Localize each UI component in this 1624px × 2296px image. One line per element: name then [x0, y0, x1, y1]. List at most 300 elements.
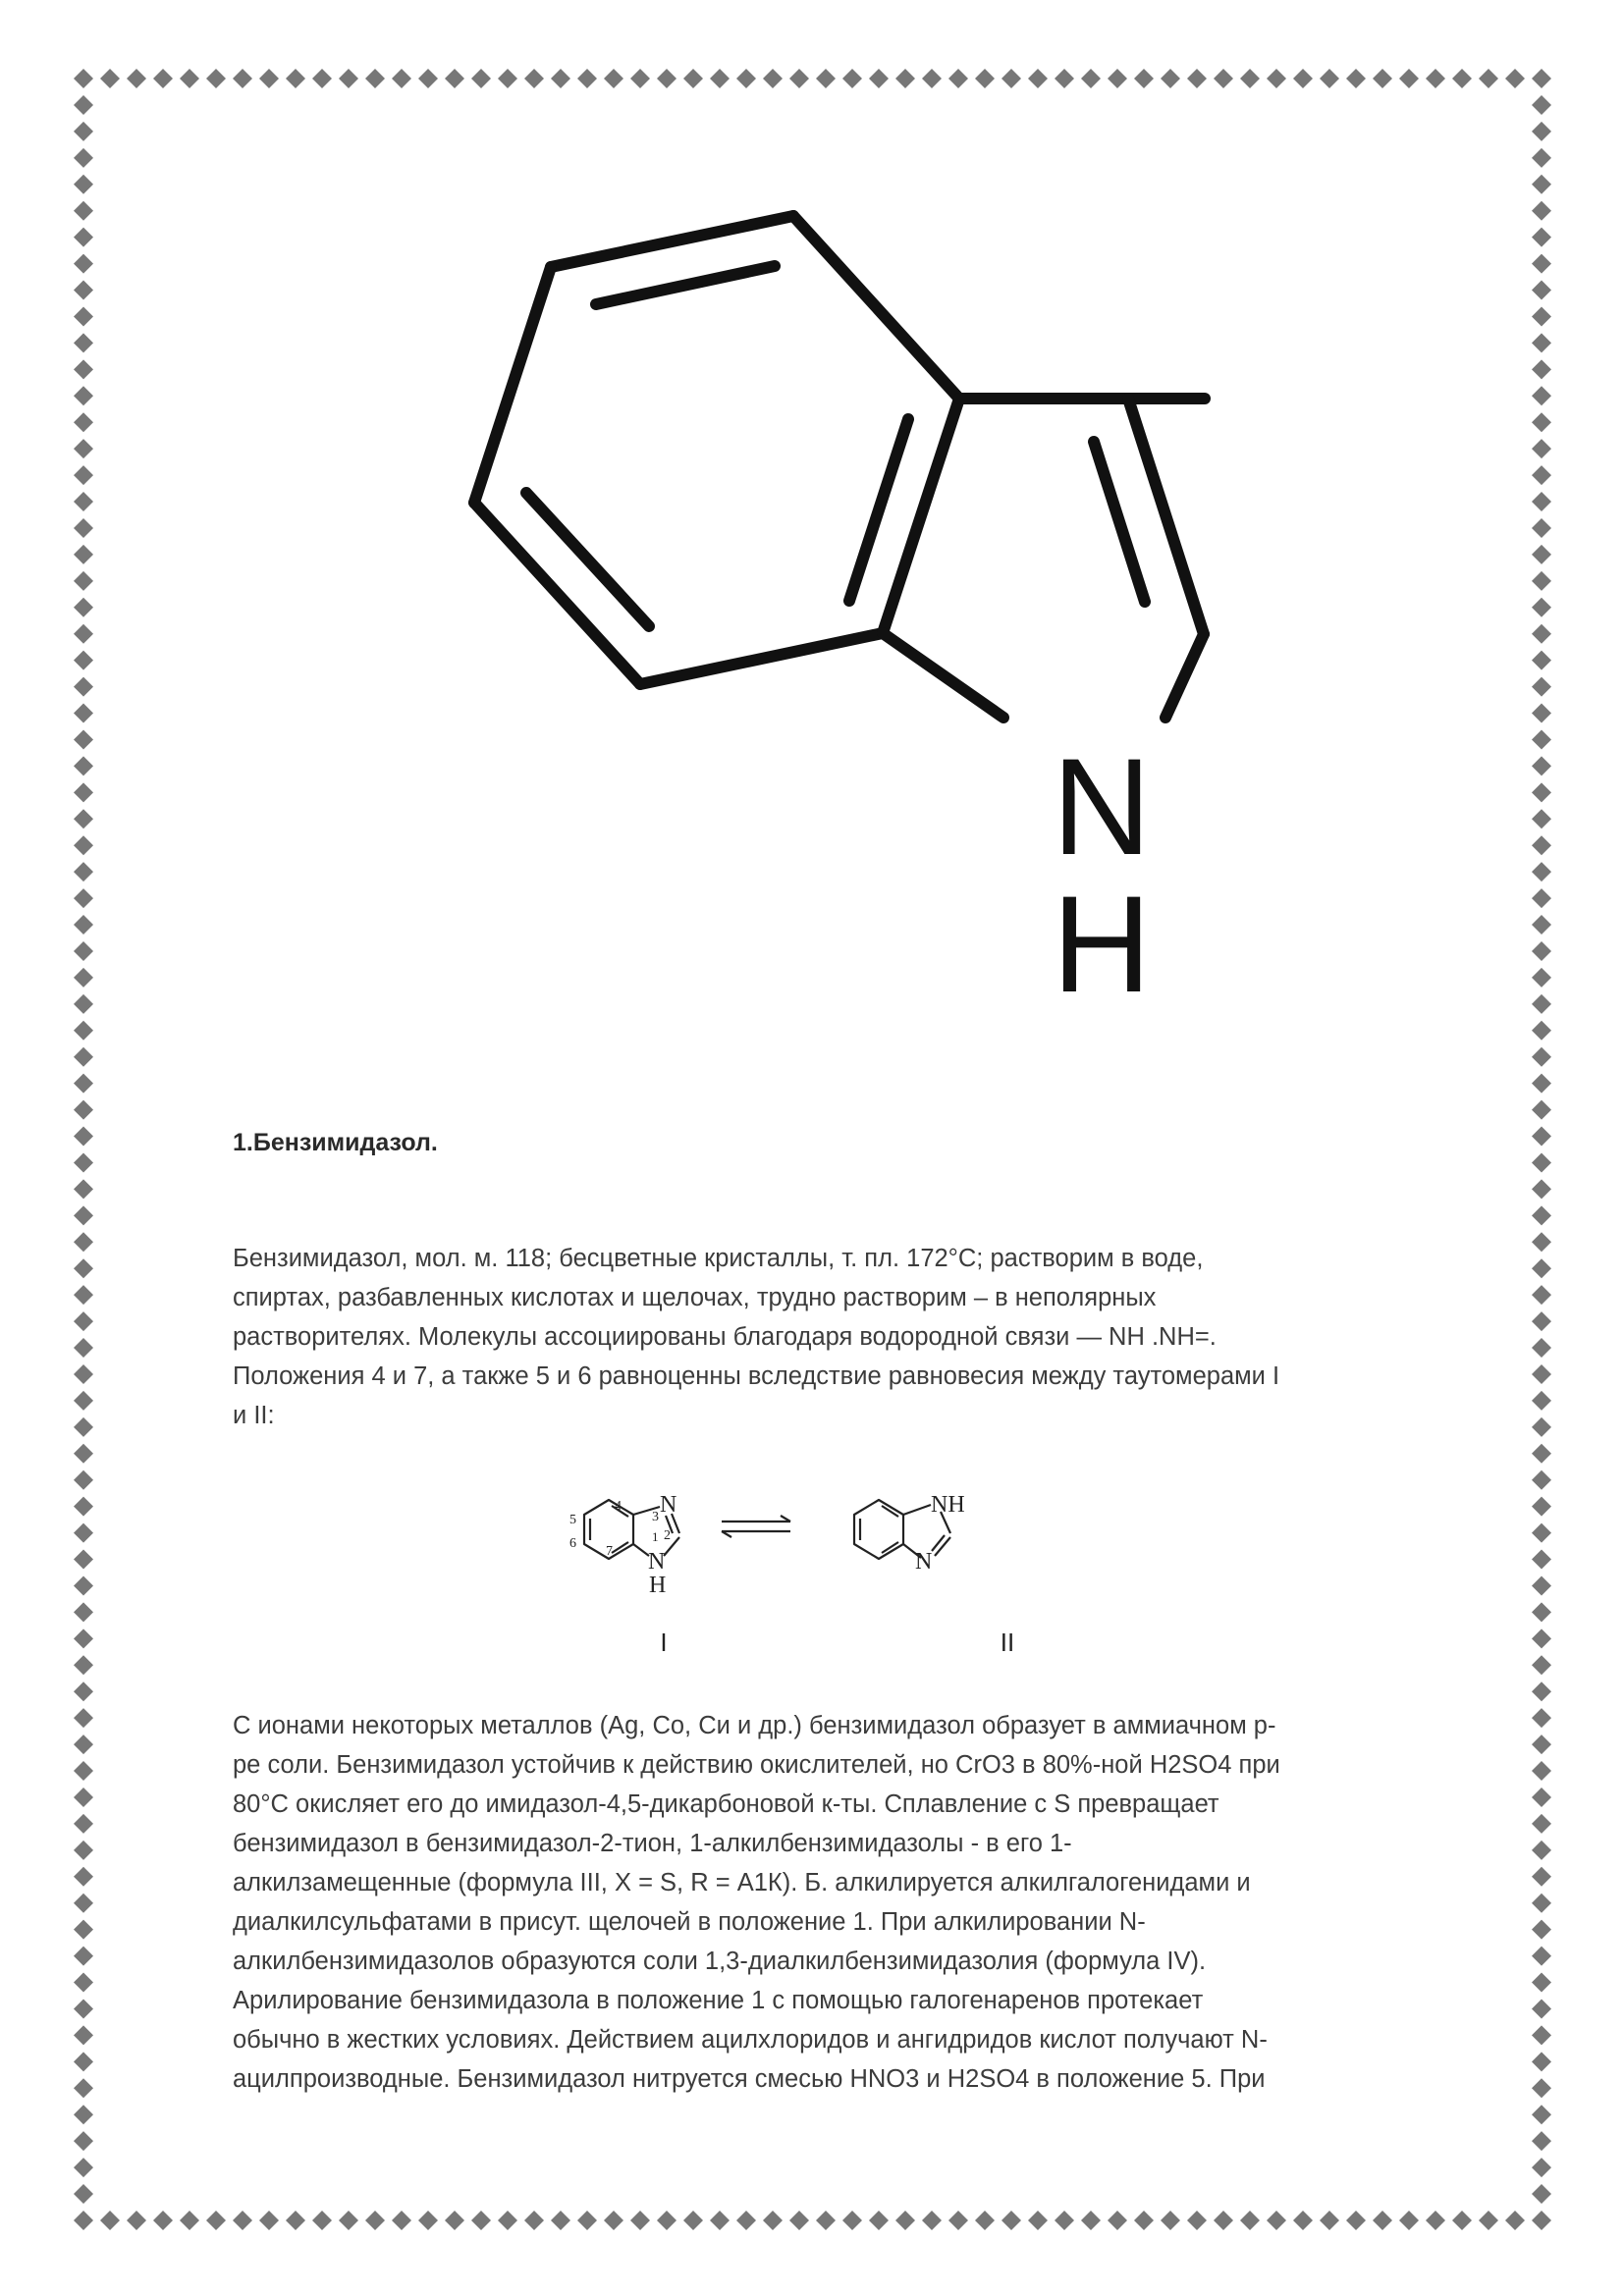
border-diamond [1214, 69, 1233, 88]
border-diamond [233, 69, 252, 88]
atom-n3: N [660, 1492, 677, 1518]
benzene-ring-right [854, 1500, 903, 1559]
border-diamond [74, 306, 93, 326]
border-diamond [74, 1232, 93, 1252]
border-diamond [74, 571, 93, 591]
border-diamond [1426, 69, 1445, 88]
border-diamond [74, 1947, 93, 1966]
border-diamond [1373, 2211, 1392, 2230]
border-diamond [74, 994, 93, 1014]
text-line: алкилбензимидазолов образуются соли 1,3-диалкилбензимидазолия (формула IV). [233, 1948, 1207, 1975]
border-diamond [1532, 1999, 1551, 2018]
border-diamond [74, 782, 93, 802]
border-diamond [1532, 1497, 1551, 1517]
border-diamond [74, 1047, 93, 1067]
text-line: растворителях. Молекулы ассоциированы благодаря водородной связи — NH .NH=. [233, 1323, 1217, 1351]
border-diamond [1081, 2211, 1101, 2230]
tautomer-equilibrium-figure [550, 1472, 1159, 1669]
double-bond-inner [1094, 442, 1145, 602]
border-diamond [1532, 729, 1551, 749]
border-diamond [895, 2211, 915, 2230]
border-diamond [74, 1550, 93, 1570]
bond [474, 267, 551, 503]
text-line: ацилпроизводные. Бензимидазол нитруется смесью HNO3 и H2SO4 в положение 5. При [233, 2065, 1266, 2093]
atom-n: N [915, 1549, 933, 1575]
border-diamond [1532, 1867, 1551, 1887]
bond [903, 1505, 931, 1515]
border-diamond [1532, 941, 1551, 961]
border-diamond [1532, 1364, 1551, 1384]
border-diamond [869, 2211, 889, 2230]
border-diamond [869, 69, 889, 88]
border-diamond [1532, 1417, 1551, 1437]
position-1: 1 [652, 1529, 659, 1544]
border-diamond [74, 95, 93, 115]
border-diamond [1532, 1602, 1551, 1622]
border-diamond [1399, 2211, 1419, 2230]
border-diamond [1532, 2131, 1551, 2151]
bond [633, 1544, 649, 1556]
border-diamond [1532, 1841, 1551, 1860]
border-diamond [736, 2211, 756, 2230]
border-diamond [127, 2211, 146, 2230]
position-2: 2 [664, 1528, 671, 1543]
border-diamond [153, 69, 173, 88]
border-diamond [1532, 1735, 1551, 1754]
border-diamond [1532, 994, 1551, 1014]
border-diamond [1532, 1894, 1551, 1913]
border-diamond [74, 439, 93, 458]
border-diamond [1532, 571, 1551, 591]
indole-h-label: H [1052, 867, 1152, 1021]
border-diamond [74, 1391, 93, 1411]
border-diamond [1532, 1920, 1551, 1940]
border-diamond [74, 1417, 93, 1437]
border-diamond [1532, 2052, 1551, 2071]
section-heading: 1.Бензимидазол. [233, 1129, 438, 1156]
border-diamond [948, 2211, 968, 2230]
text-line: Бензимидазол, мол. м. 118; бесцветные кристаллы, т. пл. 172°С; растворим в воде, [233, 1245, 1204, 1272]
border-diamond [1532, 888, 1551, 908]
border-diamond [1134, 69, 1154, 88]
border-diamond [1028, 69, 1048, 88]
border-diamond [975, 2211, 995, 2230]
border-diamond [74, 1655, 93, 1675]
border-diamond [1532, 518, 1551, 538]
text-line: спиртах, разбавленных кислотах и щелочах, трудно растворим – в неполярных [233, 1284, 1157, 1311]
border-diamond [1346, 2211, 1366, 2230]
border-diamond [1532, 1523, 1551, 1543]
border-diamond [1108, 2211, 1127, 2230]
border-diamond [1001, 2211, 1021, 2230]
border-diamond [471, 69, 491, 88]
text-line: обычно в жестких условиях. Действием ацилхлоридов и ангидридов кислот получают N- [233, 2026, 1268, 2054]
border-diamond [74, 677, 93, 697]
border-diamond [74, 1761, 93, 1781]
position-4: 4 [615, 1499, 622, 1514]
border-diamond [1320, 69, 1339, 88]
border-diamond [1532, 175, 1551, 194]
border-diamond [233, 2211, 252, 2230]
border-diamond [1240, 2211, 1260, 2230]
border-diamond [1532, 598, 1551, 617]
border-diamond [1532, 704, 1551, 723]
border-diamond [1532, 862, 1551, 881]
border-diamond [1532, 69, 1551, 88]
border-diamond [1028, 2211, 1048, 2230]
border-diamond [1532, 1285, 1551, 1305]
bond [935, 1537, 950, 1556]
border-diamond [1532, 1788, 1551, 1807]
border-diamond [1532, 228, 1551, 247]
border-diamond [524, 69, 544, 88]
border-diamond [1532, 359, 1551, 379]
bond [640, 633, 883, 684]
border-diamond [74, 968, 93, 988]
border-diamond [498, 69, 517, 88]
border-diamond [1532, 835, 1551, 855]
border-diamond [948, 69, 968, 88]
border-diamond [74, 1788, 93, 1807]
border-diamond [286, 2211, 305, 2230]
border-diamond [74, 1338, 93, 1358]
border-diamond [1532, 1152, 1551, 1172]
border-diamond [1532, 782, 1551, 802]
border-diamond [1532, 651, 1551, 670]
bond [883, 399, 959, 633]
border-diamond [74, 624, 93, 644]
border-diamond [1532, 1655, 1551, 1675]
border-diamond [74, 2211, 93, 2230]
border-diamond [1452, 2211, 1472, 2230]
border-diamond [1532, 1973, 1551, 1993]
border-diamond [1532, 2105, 1551, 2124]
border-diamond [657, 2211, 677, 2230]
paragraph-reactions [233, 1706, 1504, 2099]
border-diamond [74, 915, 93, 934]
border-diamond [180, 69, 199, 88]
border-diamond [74, 1258, 93, 1278]
border-diamond [74, 1021, 93, 1041]
border-diamond [1532, 545, 1551, 564]
text-line: алкилзамещенные (формула III, X = S, R = А1К). Б. алкилируется алкилгалогенидами и [233, 1869, 1251, 1896]
border-diamond [392, 2211, 411, 2230]
border-diamond [74, 333, 93, 352]
border-diamond [74, 1205, 93, 1225]
border-diamond [74, 545, 93, 564]
border-diamond [1532, 809, 1551, 828]
border-diamond [1187, 2211, 1207, 2230]
border-diamond [922, 69, 942, 88]
border-diamond [74, 518, 93, 538]
border-diamond [1532, 2158, 1551, 2177]
border-diamond [339, 2211, 358, 2230]
border-diamond [74, 386, 93, 405]
border-diamond [1532, 95, 1551, 115]
border-diamond [524, 2211, 544, 2230]
border-diamond [74, 1629, 93, 1648]
border-diamond [74, 1894, 93, 1913]
border-diamond [471, 2211, 491, 2230]
border-diamond [1532, 1232, 1551, 1252]
border-diamond [1532, 1127, 1551, 1147]
border-diamond [498, 2211, 517, 2230]
border-diamond [74, 1841, 93, 1860]
border-diamond [259, 2211, 279, 2230]
border-diamond [1001, 69, 1021, 88]
border-diamond [1479, 69, 1498, 88]
border-diamond [1532, 1708, 1551, 1728]
border-diamond [763, 2211, 783, 2230]
bond [551, 216, 793, 267]
border-diamond [551, 2211, 570, 2230]
border-diamond [710, 2211, 730, 2230]
border-diamond [816, 69, 836, 88]
border-diamond [1532, 386, 1551, 405]
border-diamond [1532, 2025, 1551, 2045]
border-diamond [922, 2211, 942, 2230]
border-diamond [74, 1682, 93, 1701]
border-diamond [630, 69, 650, 88]
border-diamond [74, 1867, 93, 1887]
border-diamond [445, 2211, 464, 2230]
border-diamond [1373, 69, 1392, 88]
border-diamond [1532, 1682, 1551, 1701]
border-diamond [657, 69, 677, 88]
bond [932, 1535, 945, 1551]
border-diamond [418, 2211, 438, 2230]
text-line: Арилирование бензимидазола в положение 1 с помощью галогенаренов протекает [233, 1987, 1204, 2014]
border-diamond [577, 69, 597, 88]
border-diamond [1134, 2211, 1154, 2230]
border-diamond [74, 1127, 93, 1147]
border-diamond [1532, 1258, 1551, 1278]
border-diamond [153, 2211, 173, 2230]
border-diamond [1532, 1100, 1551, 1120]
text-line: диалкилсульфатами в присут. щелочей в положение 1. При алкилировании N- [233, 1908, 1146, 1936]
indole-structure-diagram [432, 187, 1218, 1021]
border-diamond [74, 492, 93, 511]
border-diamond [1532, 677, 1551, 697]
border-diamond [1479, 2211, 1498, 2230]
text-line: ре соли. Бензимидазол устойчив к действию окислителей, но CrO3 в 80%-ной H2SO4 при [233, 1751, 1280, 1779]
border-diamond [74, 465, 93, 485]
border-diamond [74, 1523, 93, 1543]
border-diamond [736, 69, 756, 88]
border-diamond [74, 2078, 93, 2098]
position-6: 6 [569, 1536, 576, 1551]
border-diamond [74, 1179, 93, 1199]
border-diamond [74, 1470, 93, 1490]
bond [793, 216, 959, 399]
border-diamond [1532, 306, 1551, 326]
border-diamond [74, 2025, 93, 2045]
border-diamond [1532, 2184, 1551, 2204]
border-diamond [1161, 2211, 1180, 2230]
border-diamond [312, 69, 332, 88]
border-diamond [74, 1973, 93, 1993]
border-diamond [100, 69, 120, 88]
border-diamond [789, 2211, 809, 2230]
double-bond-inner [596, 266, 775, 304]
border-diamond [683, 69, 703, 88]
border-diamond [74, 148, 93, 168]
border-diamond [1532, 1047, 1551, 1067]
border-diamond [604, 2211, 623, 2230]
text-line: бензимидазол в бензимидазол-2-тион, 1-алкилбензимидазолы - в его 1- [233, 1830, 1072, 1857]
text-line: С ионами некоторых металлов (Ag, Со, Си и др.) бензимидазол образует в аммиачном р- [233, 1712, 1276, 1739]
border-diamond [1452, 69, 1472, 88]
bond [1165, 634, 1204, 718]
border-diamond [1532, 1179, 1551, 1199]
border-diamond [1081, 69, 1101, 88]
border-diamond [74, 254, 93, 274]
border-diamond [604, 69, 623, 88]
border-diamond [74, 1444, 93, 1464]
border-diamond [74, 359, 93, 379]
border-diamond [312, 2211, 332, 2230]
border-diamond [1532, 439, 1551, 458]
border-diamond [100, 2211, 120, 2230]
border-diamond [551, 69, 570, 88]
tautomer-label-2: II [1000, 1628, 1015, 1657]
border-diamond [127, 69, 146, 88]
border-diamond [74, 2105, 93, 2124]
border-diamond [1532, 333, 1551, 352]
border-diamond [1532, 254, 1551, 274]
border-diamond [74, 2131, 93, 2151]
border-diamond [74, 1285, 93, 1305]
border-diamond [74, 1100, 93, 1120]
border-diamond [789, 69, 809, 88]
position-3: 3 [652, 1510, 659, 1524]
border-diamond [74, 412, 93, 432]
border-diamond [74, 1735, 93, 1754]
position-5: 5 [569, 1513, 576, 1527]
border-diamond [1532, 2078, 1551, 2098]
border-diamond [1532, 1074, 1551, 1094]
tautomer-label-1: I [660, 1628, 668, 1657]
border-diamond [1532, 201, 1551, 221]
border-diamond [74, 756, 93, 775]
border-diamond [895, 69, 915, 88]
border-diamond [1532, 281, 1551, 300]
border-diamond [74, 1602, 93, 1622]
border-diamond [286, 69, 305, 88]
double-bond-inner [526, 493, 649, 626]
border-diamond [180, 2211, 199, 2230]
border-diamond [1161, 69, 1180, 88]
border-diamond [1532, 148, 1551, 168]
atom-h1: H [649, 1573, 667, 1598]
border-diamond [74, 835, 93, 855]
border-diamond [1108, 69, 1127, 88]
border-diamond [74, 175, 93, 194]
border-diamond [1532, 1470, 1551, 1490]
border-diamond [74, 1575, 93, 1595]
text-line: Положения 4 и 7, а также 5 и 6 равноценны вследствие равновесия между таутомерами I [233, 1362, 1280, 1390]
border-diamond [1532, 122, 1551, 141]
border-diamond [1532, 624, 1551, 644]
border-diamond [74, 598, 93, 617]
border-diamond [74, 1311, 93, 1331]
border-diamond [1532, 1021, 1551, 1041]
border-diamond [74, 122, 93, 141]
text-line: и II: [233, 1402, 275, 1429]
atom-n1: N [648, 1549, 666, 1575]
border-diamond [1505, 69, 1525, 88]
border-diamond [710, 69, 730, 88]
border-diamond [74, 888, 93, 908]
border-diamond [683, 2211, 703, 2230]
border-diamond [1532, 465, 1551, 485]
border-diamond [975, 69, 995, 88]
border-diamond [1346, 69, 1366, 88]
border-diamond [74, 862, 93, 881]
paragraph-properties [233, 1239, 1504, 1435]
border-diamond [1532, 1338, 1551, 1358]
border-diamond [1532, 1575, 1551, 1595]
border-diamond [1187, 69, 1207, 88]
border-diamond [74, 1152, 93, 1172]
border-diamond [1320, 2211, 1339, 2230]
border-diamond [339, 69, 358, 88]
border-diamond [1532, 968, 1551, 988]
border-diamond [74, 1364, 93, 1384]
border-diamond [1055, 2211, 1074, 2230]
position-7: 7 [606, 1544, 613, 1559]
border-diamond [259, 69, 279, 88]
border-diamond [842, 69, 862, 88]
border-diamond [763, 69, 783, 88]
border-diamond [1532, 1205, 1551, 1225]
border-diamond [74, 941, 93, 961]
border-diamond [74, 2184, 93, 2204]
border-diamond [1532, 2211, 1551, 2230]
border-diamond [630, 2211, 650, 2230]
border-diamond [74, 69, 93, 88]
border-diamond [74, 1708, 93, 1728]
border-diamond [1055, 69, 1074, 88]
border-diamond [74, 1814, 93, 1834]
border-diamond [1532, 1629, 1551, 1648]
border-diamond [74, 201, 93, 221]
border-diamond [1532, 1814, 1551, 1834]
border-diamond [418, 69, 438, 88]
border-diamond [365, 2211, 385, 2230]
border-diamond [445, 69, 464, 88]
atom-nh: NH [931, 1492, 965, 1518]
border-diamond [74, 1999, 93, 2018]
border-diamond [74, 704, 93, 723]
bond [883, 633, 1003, 718]
border-diamond [206, 2211, 226, 2230]
border-diamond [74, 809, 93, 828]
border-diamond [74, 281, 93, 300]
border-diamond [1532, 1311, 1551, 1331]
border-diamond [1532, 1550, 1551, 1570]
border-diamond [1532, 492, 1551, 511]
border-diamond [74, 1074, 93, 1094]
border-diamond [74, 729, 93, 749]
border-diamond [1532, 1761, 1551, 1781]
border-diamond [206, 69, 226, 88]
indole-n-label: N [1052, 729, 1152, 883]
border-diamond [74, 2158, 93, 2177]
border-diamond [1532, 1947, 1551, 1966]
border-diamond [842, 2211, 862, 2230]
border-diamond [1532, 756, 1551, 775]
